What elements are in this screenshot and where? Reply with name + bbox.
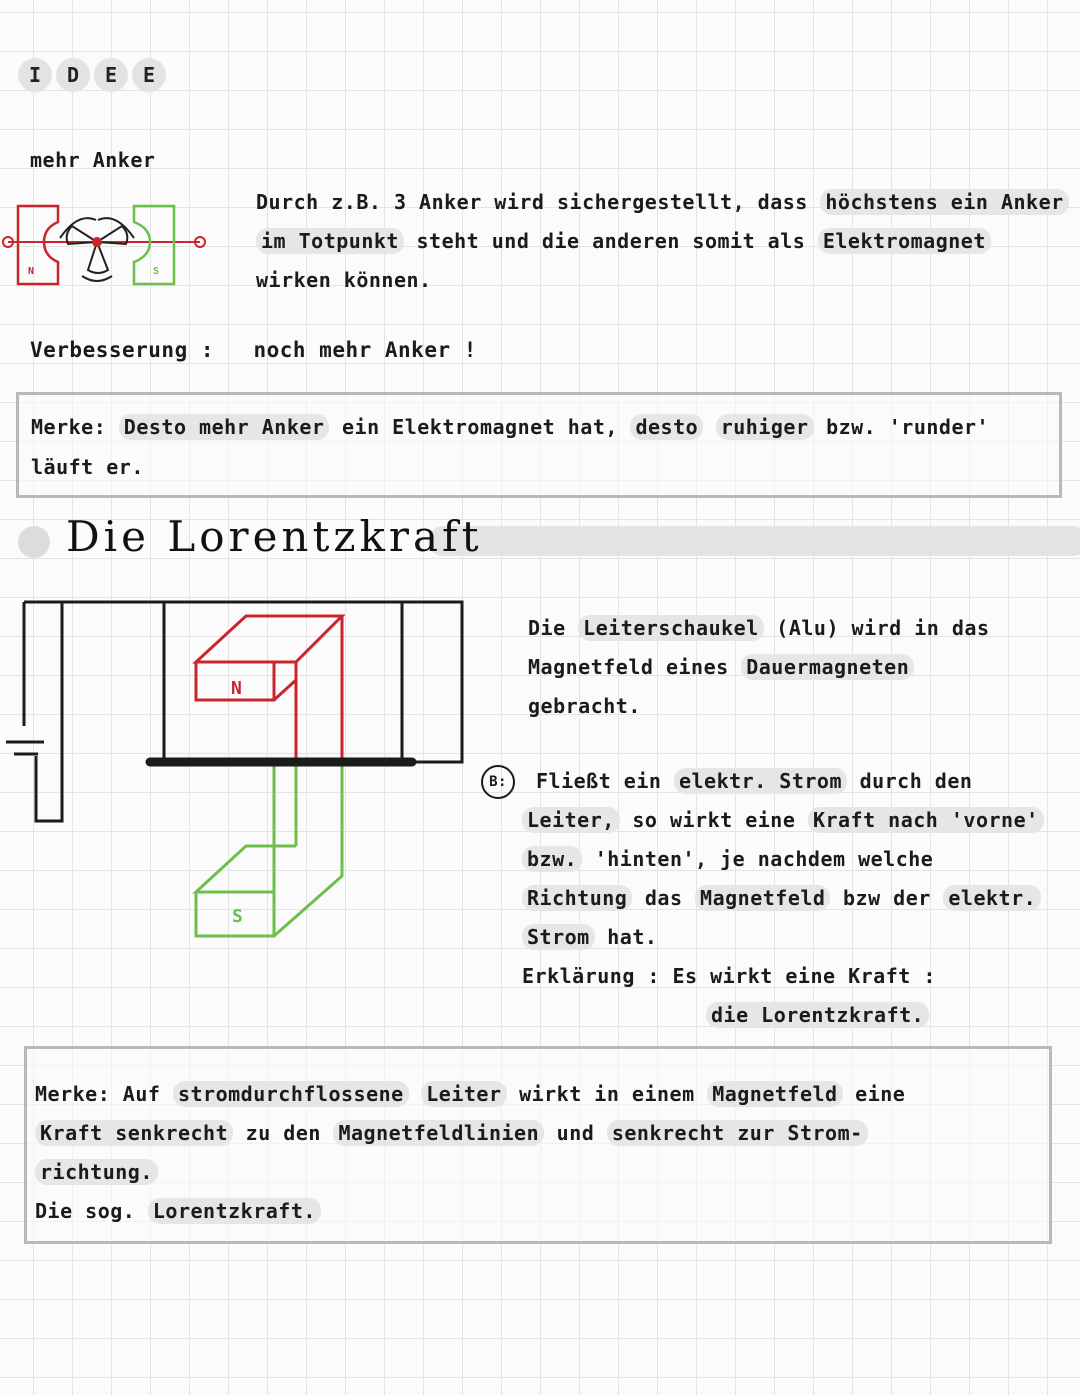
magnet-south-label: S bbox=[232, 906, 243, 927]
p1-highlight: Leiterschaukel bbox=[578, 615, 764, 641]
merke2-line-4 bbox=[35, 1192, 1045, 1231]
p1-line-2 bbox=[528, 648, 1068, 687]
battery-symbol bbox=[6, 742, 44, 754]
merke1-highlight: ruhiger bbox=[716, 414, 814, 440]
p2-line-5 bbox=[522, 918, 1080, 957]
motor-diagram-svg bbox=[0, 198, 210, 290]
desc-text: steht bbox=[416, 229, 480, 253]
motor-south-label: S bbox=[153, 266, 160, 277]
circuit-wires bbox=[24, 602, 462, 821]
p2-highlight: Richtung bbox=[522, 885, 632, 911]
anker-heading: mehr Anker bbox=[30, 148, 156, 172]
p1-text: (Alu) wird in das bbox=[776, 616, 990, 640]
p2-text: bzw der bbox=[843, 886, 931, 910]
merke2-text: Auf bbox=[122, 1082, 161, 1106]
merke-box-1 bbox=[16, 392, 1062, 498]
desc-text: Durch z.B. 3 Anker wird bbox=[256, 190, 545, 214]
p2-line-3 bbox=[522, 840, 1080, 879]
merke1-line-1 bbox=[31, 415, 989, 439]
p2-text: so wirkt eine bbox=[632, 808, 796, 832]
idee-letter: I bbox=[18, 58, 52, 92]
improvement-row bbox=[30, 338, 477, 362]
improvement-label: Verbesserung bbox=[30, 338, 188, 362]
rotor-anchors bbox=[60, 218, 134, 281]
lorentz-section-header bbox=[18, 512, 1080, 572]
merke2-highlight: Kraft senkrecht bbox=[35, 1120, 233, 1146]
merke2-line-2 bbox=[35, 1114, 1045, 1153]
merke-box-2 bbox=[24, 1046, 1052, 1244]
merke2-text: Die sog. bbox=[35, 1199, 136, 1223]
explanation-label: Erklärung bbox=[522, 964, 635, 988]
merke2-highlight: senkrecht zur Strom- bbox=[607, 1120, 868, 1146]
p2-text: hat. bbox=[607, 925, 658, 949]
rotor-center bbox=[92, 237, 102, 247]
section-title: Die Lorentzkraft bbox=[66, 512, 483, 561]
idee-letter: D bbox=[56, 58, 90, 92]
motor-north-label: N bbox=[28, 266, 35, 277]
merke1-text: bzw. 'runder' bbox=[826, 415, 990, 439]
improvement-sep: : bbox=[200, 338, 215, 362]
merke2-highlight: stromdurchflossene bbox=[173, 1081, 409, 1107]
desc-text: dass bbox=[757, 190, 808, 214]
south-magnet-3d bbox=[196, 762, 342, 936]
merke2-text: und bbox=[556, 1121, 595, 1145]
observation-badge: B: bbox=[481, 765, 515, 799]
p1-line-1 bbox=[528, 609, 1068, 648]
merke2-content bbox=[35, 1075, 1045, 1231]
bullet-dot bbox=[18, 526, 50, 558]
title-bar bbox=[428, 526, 1080, 556]
p2-text: Fließt ein bbox=[536, 769, 662, 793]
desc-line-1 bbox=[256, 183, 1080, 222]
merke2-highlight: Lorentzkraft. bbox=[148, 1198, 321, 1224]
magnet-north-label: N bbox=[231, 678, 242, 699]
idee-letter: E bbox=[132, 58, 166, 92]
merke2-text: wirkt in einem bbox=[519, 1082, 695, 1106]
merke2-line-1 bbox=[35, 1075, 1045, 1114]
explanation-line-2 bbox=[522, 996, 1080, 1035]
p2-text: 'hinten', bbox=[594, 847, 708, 871]
lorentz-intro-paragraph bbox=[528, 609, 1068, 726]
merke2-highlight: richtung. bbox=[35, 1159, 158, 1185]
north-magnet-3d bbox=[196, 616, 342, 762]
p1-text: Die bbox=[528, 616, 566, 640]
p2-highlight: Magnetfeld bbox=[695, 885, 830, 911]
p1-line-3: gebracht. bbox=[528, 694, 641, 718]
p2-line-4 bbox=[522, 879, 1080, 918]
explanation-text: Es wirkt eine Kraft : bbox=[672, 964, 936, 988]
p2-text: je nachdem welche bbox=[720, 847, 934, 871]
merke2-text: eine bbox=[855, 1082, 906, 1106]
merke2-highlight: Magnetfeld bbox=[707, 1081, 842, 1107]
merke1-line-2: läuft er. bbox=[31, 455, 144, 479]
merke2-text: zu den bbox=[245, 1121, 321, 1145]
p1-highlight: Dauermagneten bbox=[741, 654, 914, 680]
merke2-highlight: Leiter bbox=[421, 1081, 506, 1107]
p2-line-2 bbox=[522, 801, 1080, 840]
improvement-text: noch mehr Anker ! bbox=[253, 338, 477, 362]
desc-highlight: höchstens ein Anker bbox=[820, 189, 1068, 215]
p2-text: das bbox=[644, 886, 683, 910]
explanation-sep: : bbox=[647, 964, 660, 988]
merke2-label: Merke: bbox=[35, 1082, 111, 1106]
anker-description bbox=[256, 183, 1080, 300]
p2-line-1 bbox=[522, 762, 1080, 801]
merke1-highlight: desto bbox=[630, 414, 703, 440]
p2-highlight: Strom bbox=[522, 924, 595, 950]
observation-paragraph bbox=[522, 762, 1080, 1035]
idee-letter: E bbox=[94, 58, 128, 92]
p2-highlight: elektr. Strom bbox=[674, 768, 847, 794]
desc-text: sichergestellt, bbox=[557, 190, 746, 214]
desc-highlight: im Totpunkt bbox=[256, 228, 404, 254]
p2-text: durch den bbox=[859, 769, 973, 793]
desc-text: und die anderen somit als bbox=[491, 229, 806, 253]
merke2-highlight: Magnetfeldlinien bbox=[333, 1120, 544, 1146]
desc-line-2 bbox=[256, 222, 1080, 261]
explanation-highlight: die Lorentzkraft. bbox=[706, 1002, 929, 1028]
p2-highlight: Leiter, bbox=[522, 807, 620, 833]
merke2-line-3 bbox=[35, 1153, 1045, 1192]
desc-highlight: Elektromagnet bbox=[818, 228, 991, 254]
merke1-text: ein Elektromagnet hat, bbox=[342, 415, 618, 439]
merke1-label: Merke: bbox=[31, 415, 107, 439]
leiterschaukel-diagram bbox=[0, 596, 470, 946]
p2-highlight: bzw. bbox=[522, 846, 582, 872]
p2-highlight: Kraft nach 'vorne' bbox=[808, 807, 1044, 833]
merke1-highlight: Desto mehr Anker bbox=[119, 414, 330, 440]
desc-line-3: wirken können. bbox=[256, 268, 432, 292]
explanation-line-1 bbox=[522, 957, 1080, 996]
north-magnet-shape bbox=[18, 206, 58, 284]
idee-header bbox=[18, 58, 166, 94]
p2-highlight: elektr. bbox=[943, 885, 1041, 911]
p1-text: Magnetfeld eines bbox=[528, 655, 729, 679]
